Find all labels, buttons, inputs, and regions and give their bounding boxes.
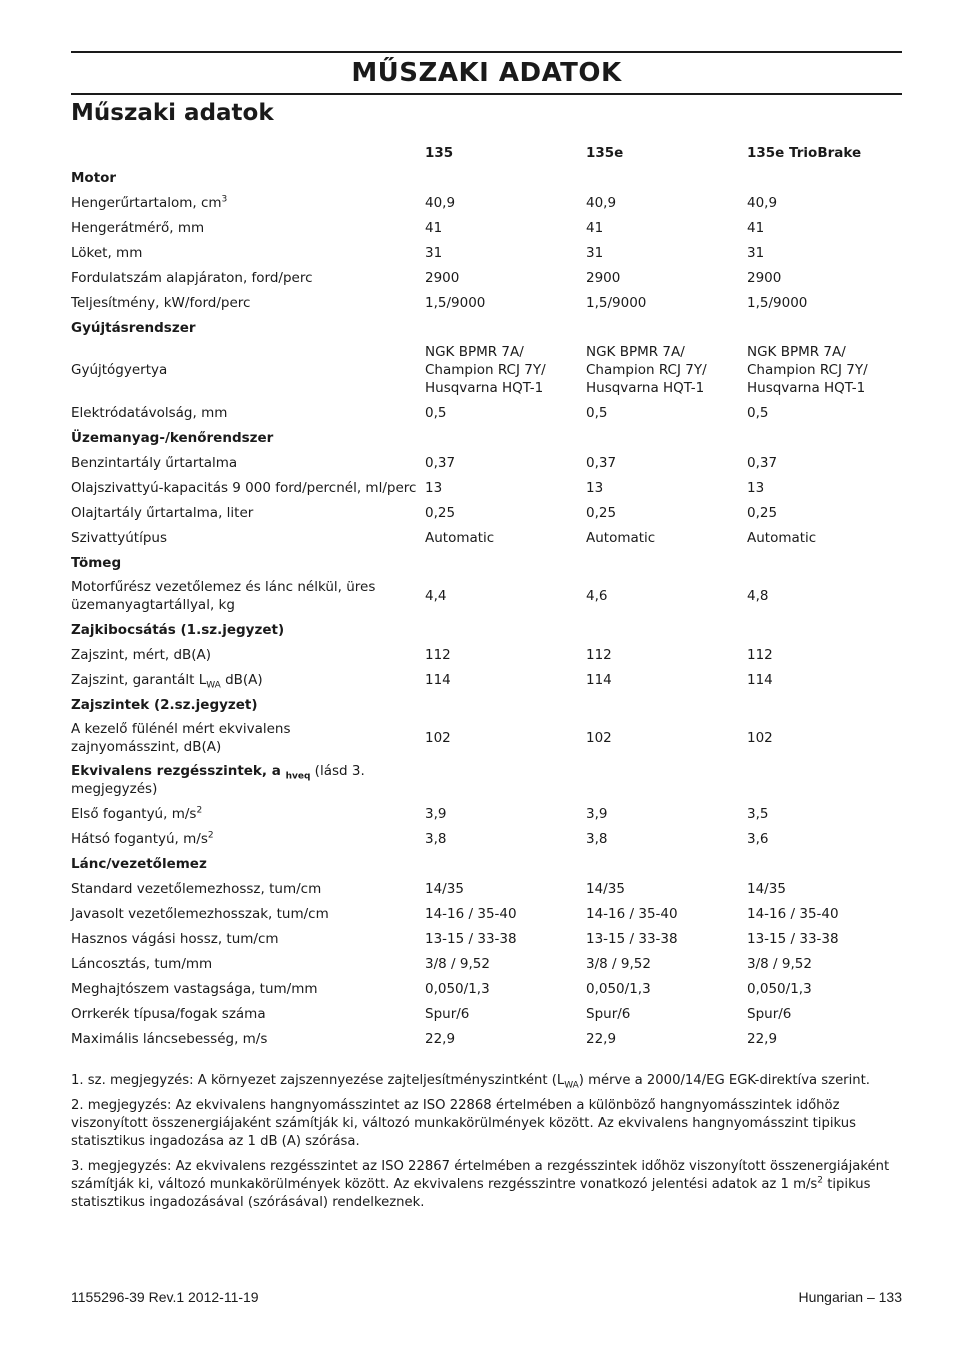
row-label-text: Elektródatávolság, mm	[71, 404, 228, 421]
table-row	[71, 642, 902, 667]
value-cell: NGK BPMR 7A/ Champion RCJ 7Y/ Husqvarna HQT-1	[747, 344, 868, 396]
spec-table	[71, 141, 902, 1051]
note-1-text-b: ) mérve a 2000/14/EG EGK-direktíva szerint.	[578, 1073, 870, 1088]
value-cell: NGK BPMR 7A/ Champion RCJ 7Y/ Husqvarna HQT-1	[586, 344, 707, 396]
row-label-text: Zajszint, garantált L	[71, 671, 207, 688]
value-cell: 3/8 / 9,52	[586, 955, 651, 972]
value-cell: 102	[425, 730, 451, 746]
row-label-text: Hátsó fogantyú, m/s	[71, 830, 208, 847]
column-header-135: 135	[425, 145, 454, 161]
row-label	[71, 525, 425, 550]
value-cell: Automatic	[425, 529, 495, 546]
value-cell: 3,6	[747, 830, 769, 847]
section-row	[71, 759, 902, 801]
value-cell: 102	[747, 730, 773, 746]
table-row	[71, 1001, 902, 1026]
row-label	[71, 1001, 425, 1026]
note-3-text-a: 3. megjegyzés: Az ekvivalens rezgésszintet az ISO 22867 értelmében a rezgésszintek időhöz viszonyított összenergiájaként számítják ki, változó munkakörülmények között. Az ekvivalens rezgésszintre vonatkozó jelentési adatok az 1 m/s	[71, 1159, 890, 1192]
value-cell: 114	[586, 671, 612, 688]
section-label	[71, 759, 902, 801]
row-label	[71, 642, 425, 667]
row-label-text: Hengerűrtartalom, cm	[71, 194, 222, 211]
row-label	[71, 215, 425, 240]
value-cell: 0,5	[747, 404, 769, 421]
value-cell: 22,9	[747, 1030, 778, 1047]
section-label: Tömeg	[71, 554, 122, 571]
section-label-rich	[71, 759, 371, 801]
value-cell: 114	[747, 671, 773, 688]
value-cell: 14/35	[425, 880, 464, 897]
table-row	[71, 190, 902, 215]
table-row	[71, 801, 902, 826]
row-label	[71, 450, 425, 475]
value-cell: 4,6	[586, 588, 608, 604]
row-label-text: Hengerátmérő, mm	[71, 219, 205, 236]
notes	[71, 1072, 902, 1219]
value-cell: 14/35	[747, 880, 786, 897]
section-row	[71, 425, 902, 450]
value-cell: Automatic	[586, 529, 656, 546]
section-row	[71, 550, 902, 575]
row-label	[71, 240, 425, 265]
section-row	[71, 617, 902, 642]
value-cell: 14-16 / 35-40	[586, 905, 678, 922]
row-label-text: Olajtartály űrtartalma, liter	[71, 504, 254, 521]
row-label-text: Első fogantyú, m/s	[71, 805, 197, 822]
row-label-text: Szivattyútípus	[71, 529, 168, 546]
value-cell: 0,5	[425, 404, 447, 421]
row-label-text: Gyújtógyertya	[71, 362, 168, 378]
row-label	[71, 801, 425, 826]
footer-page-label: Hungarian – 133	[798, 1289, 902, 1305]
table-row	[71, 926, 902, 951]
footer-doc-ref: 1155296-39 Rev.1 2012-11-19	[71, 1289, 259, 1305]
row-label	[71, 876, 425, 901]
row-label-superscript: 2	[196, 805, 203, 815]
value-cell: 1,5/9000	[747, 294, 808, 311]
value-cell: 22,9	[586, 1030, 617, 1047]
value-cell: 0,050/1,3	[747, 980, 812, 997]
value-cell: 0,37	[747, 454, 778, 471]
value-cell: 41	[586, 219, 604, 236]
row-label-text: Fordulatszám alapjáraton, ford/perc	[71, 269, 313, 286]
value-cell: 0,25	[586, 504, 617, 521]
value-cell: 0,5	[586, 404, 608, 421]
table-row	[71, 290, 902, 315]
value-cell: Spur/6	[586, 1005, 631, 1022]
value-cell: NGK BPMR 7A/ Champion RCJ 7Y/ Husqvarna HQT-1	[425, 344, 546, 396]
row-label-superscript: 3	[221, 194, 228, 204]
row-label	[71, 1026, 425, 1051]
value-cell: 2900	[747, 269, 782, 286]
table-row	[71, 265, 902, 290]
table-row	[71, 500, 902, 525]
value-cell: 3,8	[425, 830, 447, 847]
table-row	[71, 240, 902, 265]
value-cell: 112	[425, 646, 451, 663]
row-label	[71, 265, 425, 290]
row-label	[71, 500, 425, 525]
row-label	[71, 575, 425, 617]
value-cell: 3,5	[747, 805, 769, 822]
value-cell: 1,5/9000	[425, 294, 486, 311]
value-cell: 114	[425, 671, 451, 688]
row-label-suffix: dB(A)	[220, 671, 263, 688]
value-cell: 14/35	[586, 880, 625, 897]
table-row	[71, 876, 902, 901]
table-header-row	[71, 141, 902, 165]
table-row	[71, 525, 902, 550]
value-cell: 2900	[586, 269, 621, 286]
row-label	[71, 826, 425, 851]
section-label-subscript: hveq	[285, 771, 311, 782]
row-label	[71, 951, 425, 976]
row-label-text: Standard vezetőlemezhossz, tum/cm	[71, 880, 322, 897]
value-cell: 13	[586, 479, 604, 496]
value-cell: 40,9	[747, 194, 778, 211]
row-label	[71, 926, 425, 951]
section-row	[71, 315, 902, 340]
header-band	[71, 51, 902, 95]
row-label-text: Olajszivattyú-kapacitás 9 000 ford/percnél, ml/perc	[71, 479, 417, 496]
row-label-text: Benzintartály űrtartalma	[71, 454, 238, 471]
value-cell: 4,8	[747, 588, 769, 604]
table-row	[71, 215, 902, 240]
table-row	[71, 575, 902, 617]
table-row	[71, 717, 902, 759]
row-label-text: A kezelő fülénél mért ekvivalens zajnyomásszint, dB(A)	[71, 721, 291, 755]
spec-table-body	[71, 141, 902, 1051]
note-1-text-a: 1. sz. megjegyzés: A környezet zajszennyezése zajteljesítményszintként (L	[71, 1073, 565, 1088]
value-cell: 112	[586, 646, 612, 663]
value-cell: 0,37	[425, 454, 456, 471]
note-1	[71, 1072, 902, 1090]
value-cell: 3,9	[425, 805, 447, 822]
value-cell: 13	[747, 479, 765, 496]
value-cell: 13-15 / 33-38	[586, 930, 678, 947]
row-label-text: Láncosztás, tum/mm	[71, 955, 213, 972]
value-cell: 31	[425, 244, 443, 261]
value-cell: Spur/6	[747, 1005, 792, 1022]
value-cell: 112	[747, 646, 773, 663]
value-cell: 102	[586, 730, 612, 746]
section-label-bold: Ekvivalens rezgésszintek, a	[71, 763, 286, 779]
value-cell: 0,25	[747, 504, 778, 521]
row-label	[71, 667, 425, 692]
note-2: 2. megjegyzés: Az ekvivalens hangnyomásszintet az ISO 22868 értelmében a különböző hangnyomásszintek időhöz viszonyított összenergiájaként számítják ki, változó munkakörülmények között. Az ekvivalens hangnyomásszint tipikus statisztikus ingadozása az 1 dB (A) szórása.	[71, 1098, 856, 1149]
note-3-superscript: 2	[817, 1175, 824, 1186]
row-label-text: Zajszint, mért, dB(A)	[71, 646, 212, 663]
section-label-suffix: (lásd 3. megjegyzés)	[71, 763, 365, 797]
value-cell: 3,8	[586, 830, 608, 847]
table-row	[71, 667, 902, 692]
table-row	[71, 826, 902, 851]
row-label-wrap	[71, 717, 396, 759]
row-label	[71, 901, 425, 926]
table-row	[71, 475, 902, 500]
section-label: Zajkibocsátás (1.sz.jegyzet)	[71, 621, 285, 638]
section-row	[71, 851, 902, 876]
value-cell: 0,050/1,3	[425, 980, 490, 997]
value-cell: 13	[425, 479, 443, 496]
table-row	[71, 976, 902, 1001]
page-title: Műszaki adatok	[71, 100, 274, 126]
value-cell: 40,9	[586, 194, 617, 211]
table-row	[71, 951, 902, 976]
section-label: Gyújtásrendszer	[71, 319, 196, 336]
row-label-text: Teljesítmény, kW/ford/perc	[71, 294, 251, 311]
note-3-text-b: tipikus statisztikus ingadozásával (szórásával) rendelkeznek.	[71, 1177, 871, 1210]
value-cell: 2900	[425, 269, 460, 286]
header-cell-empty	[71, 141, 425, 165]
table-row	[71, 1026, 902, 1051]
note-3	[71, 1158, 902, 1212]
section-label: Motor	[71, 169, 117, 186]
value-cell: 41	[747, 219, 765, 236]
value-cell: 14-16 / 35-40	[425, 905, 517, 922]
row-label	[71, 190, 425, 215]
row-label-text: Orrkerék típusa/fogak száma	[71, 1005, 266, 1022]
value-cell: 31	[747, 244, 765, 261]
header-band-title: MŰSZAKI ADATOK	[351, 58, 622, 88]
value-cell: 0,37	[586, 454, 617, 471]
row-label	[71, 290, 425, 315]
note-1-subscript: WA	[564, 1080, 579, 1091]
value-cell: Spur/6	[425, 1005, 470, 1022]
value-cell: Automatic	[747, 529, 817, 546]
value-cell: 3/8 / 9,52	[747, 955, 812, 972]
value-cell: 0,25	[425, 504, 456, 521]
section-row	[71, 692, 902, 717]
value-cell: 1,5/9000	[586, 294, 647, 311]
row-label-subscript: WA	[206, 680, 221, 691]
table-row	[71, 450, 902, 475]
value-cell: 3,9	[586, 805, 608, 822]
row-label-text: Hasznos vágási hossz, tum/cm	[71, 930, 279, 947]
row-label	[71, 475, 425, 500]
row-label-superscript: 2	[207, 830, 214, 840]
value-cell: 40,9	[425, 194, 456, 211]
value-cell: 13-15 / 33-38	[747, 930, 839, 947]
row-label-text: Meghajtószem vastagsága, tum/mm	[71, 980, 318, 997]
value-cell: 22,9	[425, 1030, 456, 1047]
row-label	[71, 976, 425, 1001]
row-label-text: Motorfűrész vezetőlemez és lánc nélkül, üres üzemanyagtartállyal, kg	[71, 579, 376, 613]
section-label: Zajszintek (2.sz.jegyzet)	[71, 696, 258, 713]
table-row	[71, 340, 902, 400]
section-label: Üzemanyag-/kenőrendszer	[71, 429, 274, 446]
section-row	[71, 165, 902, 190]
column-header-135e-triobrake: 135e TrioBrake	[747, 145, 862, 161]
value-cell: 3/8 / 9,52	[425, 955, 490, 972]
value-cell: 13-15 / 33-38	[425, 930, 517, 947]
row-label	[71, 400, 425, 425]
value-cell: 14-16 / 35-40	[747, 905, 839, 922]
value-cell: 0,050/1,3	[586, 980, 651, 997]
row-label-text: Löket, mm	[71, 244, 143, 261]
value-cell: 31	[586, 244, 604, 261]
row-label-text: Maximális láncsebesség, m/s	[71, 1030, 268, 1047]
table-row	[71, 400, 902, 425]
row-label	[71, 340, 425, 400]
value-cell: 4,4	[425, 588, 447, 604]
section-label: Lánc/vezetőlemez	[71, 855, 207, 872]
row-label-wrap	[71, 575, 396, 617]
value-cell: 41	[425, 219, 443, 236]
row-label	[71, 717, 425, 759]
row-label-text: Javasolt vezetőlemezhosszak, tum/cm	[71, 905, 329, 922]
table-row	[71, 901, 902, 926]
column-header-135e: 135e	[586, 145, 624, 161]
